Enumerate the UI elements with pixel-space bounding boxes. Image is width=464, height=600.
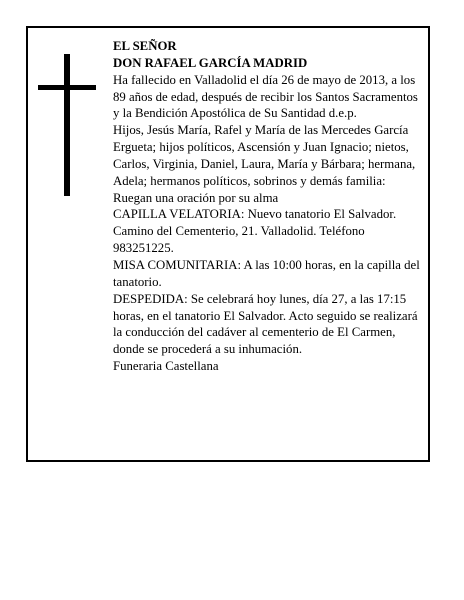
family-members: Hijos, Jesús María, Rafel y María de las Mercedes García Ergueta; hijos políticos, Ascensión y Juan Ignacio; nietos, Carlos, Virginia, Daniel, Laura, María y Bárbara; hermana, Adela; hermanos políticos, sobrinos y demás familia:	[113, 123, 416, 188]
death-announcement: Ha fallecido en Valladolid el día 26 de mayo de 2013, a los 89 años de edad, después de recibir los Santos Sacramentos y la Bendición Apostólica de Su Santidad d.e.p.	[113, 72, 418, 121]
notice-title: EL SEÑOR	[113, 39, 177, 53]
funeral-home-name: Funeraria Castellana	[113, 359, 219, 374]
cross-icon	[38, 54, 96, 196]
community-mass-info: MISA COMUNITARIA: A las 10:00 horas, en la capilla del tanatorio.	[113, 257, 420, 289]
obituary-text	[113, 38, 425, 375]
funeral-chapel-info: CAPILLA VELATORIA: Nuevo tanatorio El Salvador. Camino del Cementerio, 21. Valladolid. Teléfono 983251225.	[113, 207, 397, 256]
prayer-request: Ruegan una oración por su alma	[113, 190, 279, 205]
cross-horizontal-bar	[38, 85, 96, 90]
farewell-info: DESPEDIDA: Se celebrará hoy lunes, día 27, a las 17:15 horas, en el tanatorio El Salvador. Acto seguido se realizará la conducción del cadáver al cementerio de El Carmen, donde se procederá a su inhumación.	[113, 291, 418, 357]
deceased-name: DON RAFAEL GARCÍA MADRID	[113, 55, 308, 70]
cross-vertical-bar	[64, 54, 70, 196]
